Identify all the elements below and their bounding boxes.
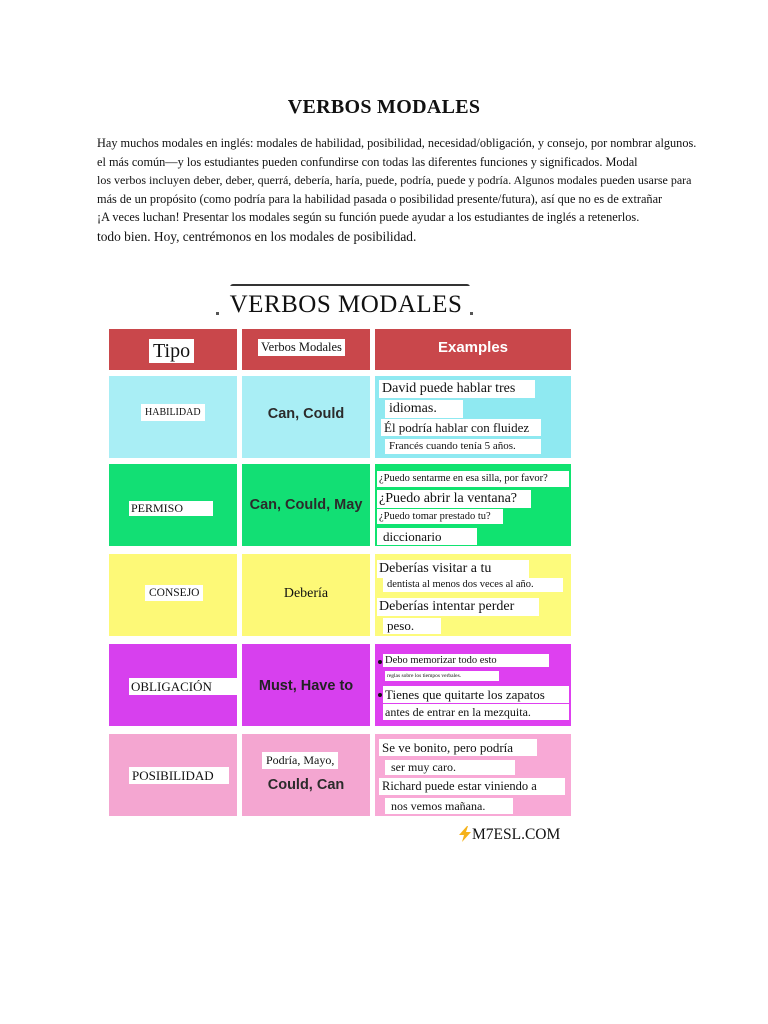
header-examples: Examples	[437, 339, 509, 356]
intro-paragraph	[97, 134, 717, 247]
modal-verbs: Must, Have to	[258, 678, 354, 694]
type-cell-obligacion	[109, 644, 237, 726]
site-logo: M7ESL.COM	[472, 826, 561, 843]
example-line: antes de entrar en la mezquita.	[383, 704, 569, 720]
modal-verbs-infographic	[100, 270, 580, 845]
type-label: PERMISO	[129, 501, 213, 516]
modal-verbs-top: Podría, Mayo,	[262, 752, 338, 769]
intro-line: los verbos incluyen deber, deber, querrá, debería, haría, puede, podría, puede y podría. Algunos modales pueden usarse para	[97, 173, 692, 187]
bullet-icon	[378, 660, 382, 664]
doc-title: VERBOS MODALES	[287, 96, 481, 118]
example-line: Deberías intentar perder	[377, 598, 539, 616]
type-cell-habilidad	[109, 376, 237, 458]
modal-verbs: Can, Could, May	[249, 497, 363, 513]
example-line: Tienes que quitarte los zapatos	[383, 686, 569, 703]
intro-line: más de un propósito (como podría para la habilidad pasada o posibilidad presente/futura), así que no es de extrañar	[97, 191, 663, 206]
type-label: CONSEJO	[145, 585, 203, 601]
type-label: POSIBILIDAD	[129, 767, 229, 784]
examples-cell-habilidad	[375, 376, 571, 458]
examples-cell-consejo	[375, 554, 571, 636]
example-line: idiomas.	[385, 400, 463, 418]
header-type: Tipo	[149, 339, 194, 363]
header-examples-cell	[375, 329, 571, 370]
example-line: ¿Puedo tomar prestado tu?	[377, 509, 503, 524]
example-line: Richard puede estar viniendo a	[379, 778, 565, 795]
example-line: ¿Puedo sentarme en esa silla, por favor?	[377, 471, 569, 487]
example-line: Francés cuando tenía 5 años.	[385, 439, 541, 454]
bullet-icon	[378, 693, 382, 697]
example-line: nos vemos mañana.	[385, 798, 513, 814]
intro-line: ¡A veces luchan! Presentar los modales según su función puede ayudar a los estudiantes de inglés a retenerlos.	[97, 210, 640, 224]
intro-line: Hay muchos modales en inglés: modales de habilidad, posibilidad, necesidad/obligación, y consejo, por nombrar algunos.	[97, 136, 697, 150]
example-line: David puede hablar tres	[379, 380, 535, 398]
example-line: Él podría hablar con fluidez	[381, 419, 541, 436]
modal-verbs: Can, Could	[267, 406, 345, 422]
type-label: OBLIGACIÓN	[129, 678, 237, 695]
verbs-cell-obligacion	[242, 644, 370, 726]
type-label: HABILIDAD	[141, 404, 205, 421]
figure-title: VERBOS MODALES	[216, 286, 476, 322]
verbs-cell-permiso	[242, 464, 370, 546]
example-line: Deberías visitar a tu	[377, 560, 529, 578]
example-line: ser muy caro.	[385, 760, 515, 775]
type-cell-permiso	[109, 464, 237, 546]
example-line: peso.	[383, 618, 441, 634]
decorative-dot	[216, 312, 219, 315]
example-line: dentista al menos dos veces al año.	[383, 578, 563, 592]
verbs-cell-consejo	[242, 554, 370, 636]
lightning-icon	[458, 826, 472, 842]
header-verbs-cell	[242, 329, 370, 370]
example-line: ¿Puedo abrir la ventana?	[377, 490, 531, 508]
example-line: reglas sobre los tiempos verbales.	[385, 671, 499, 681]
examples-cell-permiso	[375, 464, 571, 546]
modal-verbs: Debería	[283, 586, 329, 601]
verbs-cell-habilidad	[242, 376, 370, 458]
examples-cell-obligacion	[375, 644, 571, 726]
example-line: Debo memorizar todo esto	[383, 654, 549, 667]
example-line: Se ve bonito, pero podría	[379, 739, 537, 756]
examples-cell-posibilidad	[375, 734, 571, 816]
header-type-cell	[109, 329, 237, 370]
modal-verbs: Could, Can	[267, 777, 345, 793]
intro-line: el más común—y los estudiantes pueden confundirse con todas las diferentes funciones y significados. Modal	[97, 154, 638, 169]
type-cell-posibilidad	[109, 734, 237, 816]
header-verbs: Verbos Modales	[258, 339, 345, 356]
example-line: diccionario	[377, 528, 477, 545]
type-cell-consejo	[109, 554, 237, 636]
intro-line: todo bien. Hoy, centrémonos en los modales de posibilidad.	[97, 228, 417, 244]
verbs-cell-posibilidad	[242, 734, 370, 816]
decorative-dot	[470, 312, 473, 315]
